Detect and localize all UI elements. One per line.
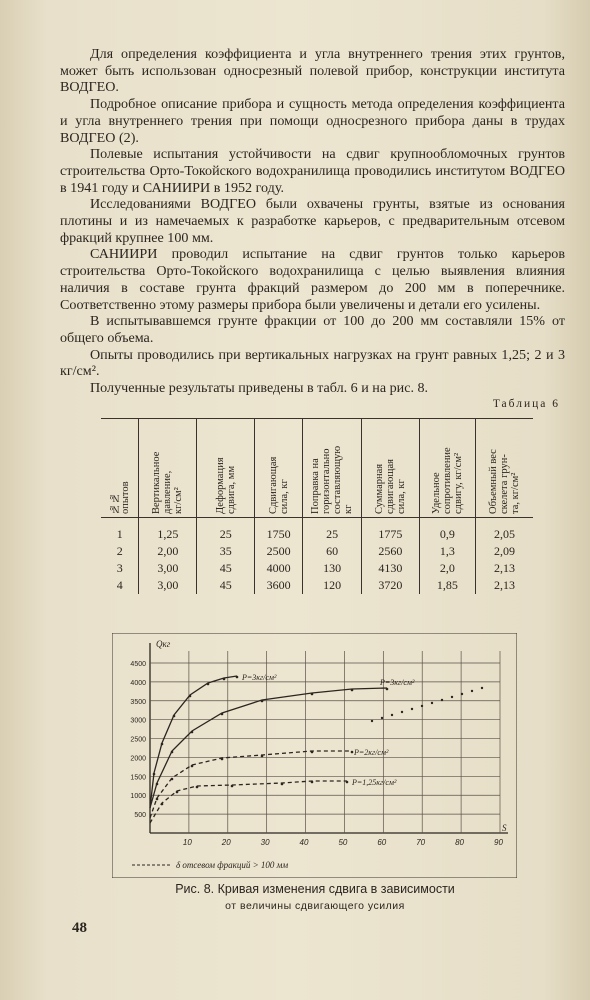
paragraph: САНИИРИ проводил испытание на сдвиг грунтов только карьеров строительства Орто-Токойского водохранилища с целью выявления влияния наличия в составе грунта фракций размером до 200 мм в поперечнике. Соответственно этому размеры прибора были увеличены и детали его усилены. (60, 246, 565, 313)
data-point (386, 688, 389, 691)
s-label: S (502, 823, 507, 833)
data-point (421, 705, 423, 707)
data-point (401, 711, 403, 713)
y-tick-label: 4000 (130, 679, 146, 687)
chart-grid (150, 643, 508, 833)
data-point (191, 765, 194, 768)
data-point (471, 690, 473, 692)
y-tick-label: 4500 (130, 661, 146, 668)
data-point (431, 702, 433, 704)
page-number: 48 (72, 920, 87, 936)
table-cell: 3,00 (139, 577, 197, 594)
paragraph: Полученные результаты приведены в табл. 6 и на рис. 8. (90, 380, 429, 397)
table-cell: 2,13 (475, 577, 533, 594)
data-point (207, 683, 210, 686)
table-cell: 60 (303, 543, 361, 560)
data-point (351, 689, 354, 692)
chart-labels (130, 639, 507, 870)
data-point (461, 693, 463, 695)
data-point (176, 791, 179, 794)
table-row (101, 518, 533, 544)
y-tick-label: 1000 (130, 793, 146, 801)
data-point (221, 758, 224, 761)
column-header: Объемный вес скелета грун- та, кг/см² (487, 449, 521, 514)
table-cell: 1775 (361, 518, 419, 544)
table-cell: 4130 (361, 560, 419, 577)
data-table (101, 418, 533, 594)
data-point (381, 717, 383, 719)
data-point (231, 785, 234, 788)
table-cell: 1750 (254, 518, 302, 544)
table-caption: Таблица 6 (492, 398, 560, 410)
data-point (156, 783, 159, 786)
data-point (371, 720, 373, 722)
curve-line (150, 688, 387, 808)
data-point (223, 678, 226, 681)
data-point (196, 786, 199, 789)
data-point (311, 693, 314, 696)
y-tick-label: 500 (134, 812, 146, 820)
curve-label: P=3кг/см² (380, 678, 415, 687)
table-cell: 0,9 (419, 518, 475, 544)
curve-line (150, 751, 352, 818)
x-axis-label: δ отсевом фракций > 100 мм (176, 860, 289, 870)
data-point (311, 781, 314, 784)
x-tick-label: 70 (416, 838, 426, 847)
data-point (236, 676, 239, 679)
table-cell: 1,85 (419, 577, 475, 594)
y-tick-label: 2500 (130, 736, 146, 744)
table-cell: 130 (303, 560, 361, 577)
table-cell: 2500 (254, 543, 302, 560)
data-point (173, 715, 176, 718)
curve-label: P=2кг/см² (354, 748, 389, 757)
data-point (156, 798, 159, 801)
shear-chart (112, 633, 517, 878)
x-tick-label: 40 (299, 838, 309, 847)
x-tick-label: 80 (455, 838, 465, 847)
y-tick-label: 3500 (130, 698, 146, 706)
y-tick-label: 3000 (130, 717, 146, 725)
table-cell: 2,0 (419, 560, 475, 577)
paragraph: В испытывавшемся грунте фракции от 100 до 200 мм составляли 15% от общего объема. (60, 313, 565, 346)
paragraph: Полевые испытания устойчивости на сдвиг крупнообломочных грунтов строительства Орто-Токойского водохранилища проводились институтом ВОДГЕО в 1941 году и САНИИРИ в 1952 году. (60, 146, 565, 196)
curve-label: P=3кг/см² (242, 673, 277, 682)
data-point (411, 708, 413, 710)
data-point (161, 803, 164, 806)
table-row (101, 543, 533, 560)
curve-line (150, 781, 347, 823)
curve-line (150, 676, 237, 808)
data-point (351, 751, 354, 754)
table-row (101, 560, 533, 577)
data-point (153, 773, 156, 776)
table-cell: 3,00 (139, 560, 197, 577)
table-cell: 2,13 (475, 560, 533, 577)
data-point (261, 755, 264, 758)
column-header: Вертикальное давление, кг/см² (151, 451, 185, 514)
table-cell: 25 (197, 518, 255, 544)
data-point (481, 687, 483, 689)
column-header: Удельное сопротивление сдвигу, кг/см² (430, 447, 464, 514)
chart-curves (150, 676, 483, 823)
table-cell: 45 (197, 577, 255, 594)
data-point (171, 751, 174, 754)
column-header: Сдвигающая сила, кг (267, 456, 290, 514)
table-cell: 120 (303, 577, 361, 594)
table-row (101, 577, 533, 594)
data-point (441, 699, 443, 701)
column-header: Деформация сдвига, мм (214, 457, 237, 514)
table-cell: 2,00 (139, 543, 197, 560)
data-point (451, 696, 453, 698)
data-point (171, 778, 174, 781)
paragraph: Подробное описание прибора и сущность метода определения коэффициента и угла внутреннего трения при помощи односрезного прибора даны в трудах ВОДГЕО (2). (60, 96, 565, 146)
table-cell: 1,3 (419, 543, 475, 560)
table-cell: 4000 (254, 560, 302, 577)
data-point (281, 783, 284, 786)
table-cell: 4 (116, 578, 123, 592)
paragraph: Для определения коэффициента и угла внутреннего трения этих грунтов, может быть использован односрезный полевой прибор, конструкции института ВОДГЕО. (60, 46, 565, 96)
paragraph: Опыты проводились при вертикальных нагрузках на грунт равных 1,25; 2 и 3 кг/см². (60, 346, 565, 380)
y-axis-label: Qкг (156, 639, 171, 649)
table-cell: 3720 (361, 577, 419, 594)
data-point (311, 751, 314, 754)
table-cell: 1 (116, 527, 123, 541)
data-point (221, 713, 224, 716)
table-cell: 2,05 (475, 518, 533, 544)
x-tick-label: 60 (377, 838, 387, 847)
x-tick-label: 50 (338, 838, 348, 847)
table-cell: 3 (116, 561, 123, 575)
x-tick-label: 30 (260, 838, 270, 847)
table-cell: 2,09 (475, 543, 533, 560)
x-tick-label: 10 (182, 838, 192, 847)
data-point (191, 731, 194, 734)
table-cell: 3600 (254, 577, 302, 594)
y-tick-label: 2000 (130, 755, 146, 763)
data-point (391, 714, 393, 716)
column-header: №№ опытов (108, 481, 131, 514)
table-header-row (101, 419, 533, 518)
column-header: Суммарная сдвигающая сила, кг (373, 459, 407, 514)
table-cell: 1,25 (139, 518, 197, 544)
table-cell: 35 (197, 543, 255, 560)
figure-caption: Рис. 8. Кривая изменения сдвига в зависимости (175, 882, 455, 896)
table-cell: 2560 (361, 543, 419, 560)
paragraph: Исследованиями ВОДГЕО были охвачены грунты, взятые из основания плотины и из намечаемых к разработке карьеров, с предварительным отсевом фракций крупнее 100 мм. (60, 196, 565, 246)
y-tick-label: 1500 (130, 774, 146, 782)
body-text (60, 46, 565, 397)
table-cell: 25 (303, 518, 361, 544)
figure-subcaption: от величины сдвигающего усилия (225, 900, 405, 912)
table-cell: 2 (116, 544, 123, 558)
x-tick-label: 20 (221, 838, 231, 847)
data-point (346, 781, 349, 784)
column-header: Поправка на горизонтально составляющую кг (310, 445, 355, 514)
data-point (189, 695, 192, 698)
table-cell: 45 (197, 560, 255, 577)
curve-label: P=1,25кг/см² (352, 778, 397, 787)
data-point (161, 743, 164, 746)
x-tick-label: 90 (494, 838, 503, 847)
data-point (261, 700, 264, 703)
